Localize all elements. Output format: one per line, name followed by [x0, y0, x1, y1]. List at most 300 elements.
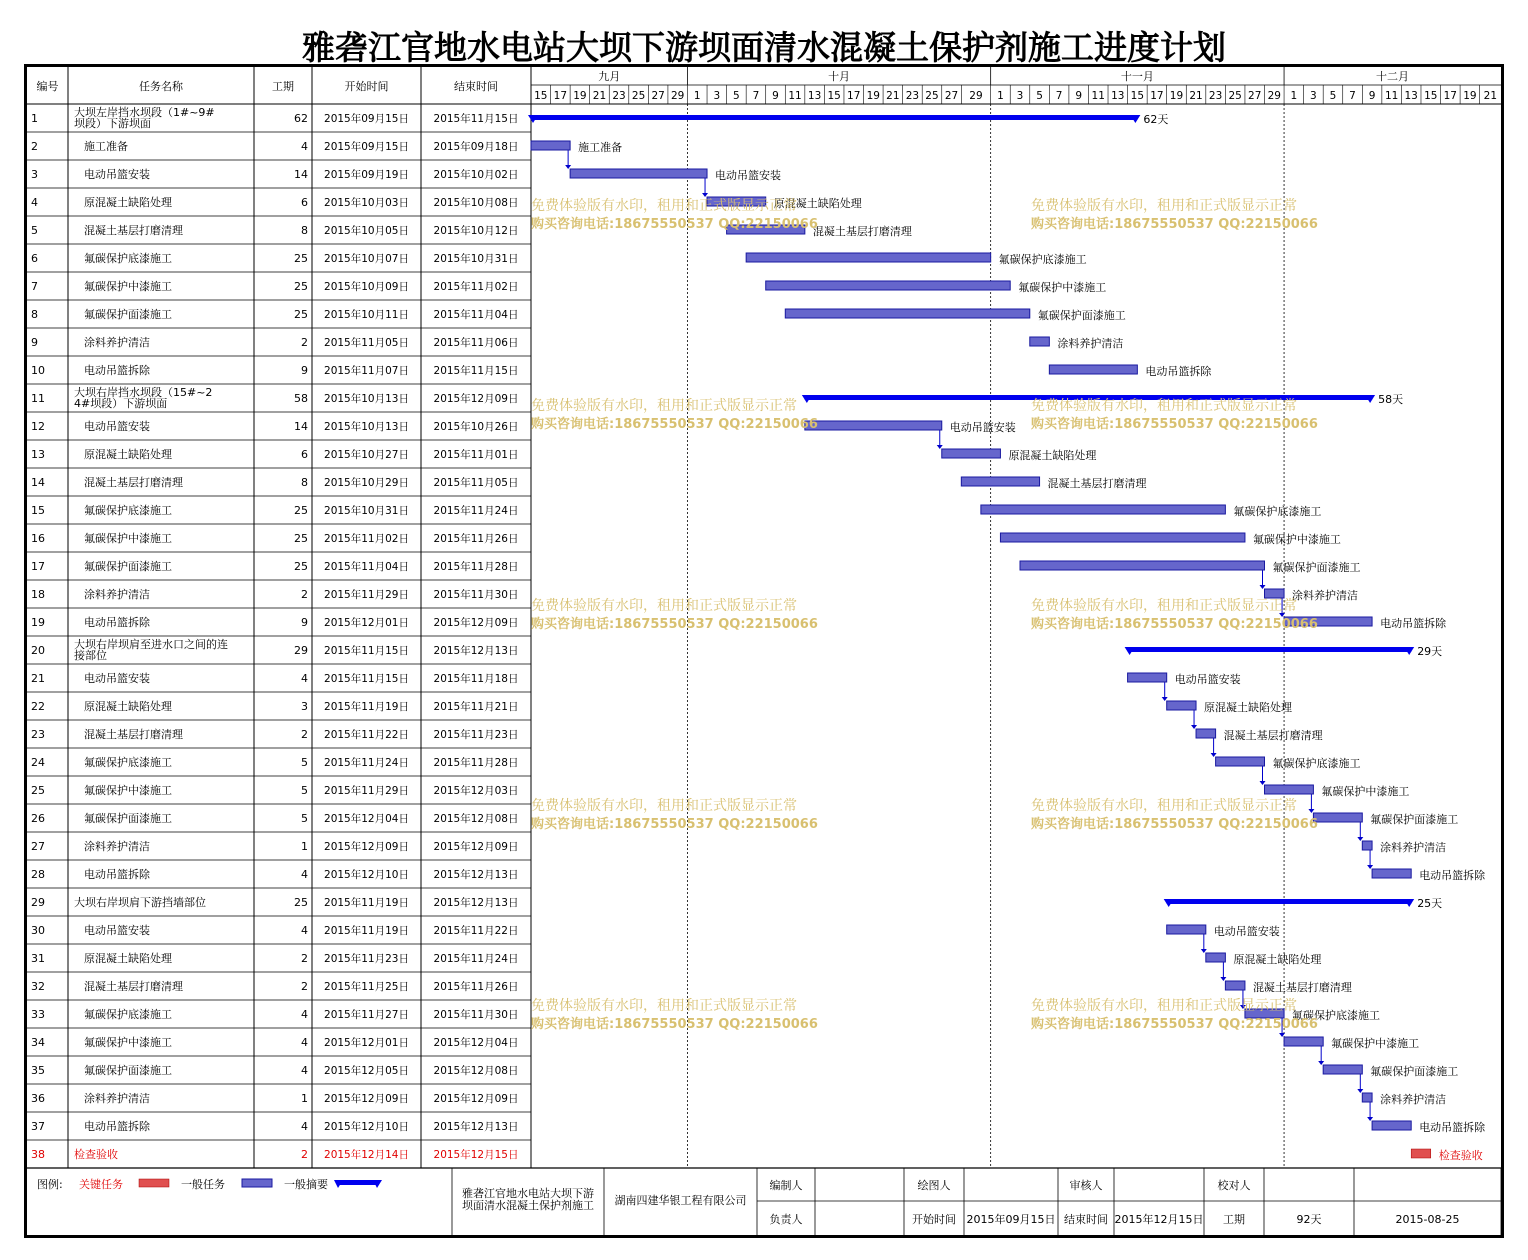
critical-bar: [1411, 1149, 1431, 1158]
legend-summary-swatch: [337, 1180, 379, 1185]
day-tick-label: 1: [1290, 90, 1298, 102]
row-no: 36: [31, 1092, 45, 1105]
row-end: 2015年11月30日: [433, 1009, 519, 1021]
row-name-cont: 4#坝段）下游坝面: [74, 397, 168, 410]
row-duration: 2: [301, 952, 308, 965]
watermark-line1: 免费体验版有水印，租用和正式版显示正常: [531, 398, 797, 414]
row-duration: 5: [301, 812, 308, 825]
task-bar: [961, 477, 1039, 486]
row-start: 2015年11月24日: [324, 757, 409, 769]
bar-label: 电动吊篮拆除: [1145, 365, 1212, 378]
day-tick-label: 19: [866, 90, 880, 102]
row-end: 2015年12月15日: [433, 1149, 519, 1161]
task-bar: [1362, 1093, 1372, 1102]
row-name: 氟碳保护面漆施工: [84, 1064, 172, 1077]
day-tick-label: 3: [1016, 90, 1024, 102]
bar-label: 混凝土基层打磨清理: [1223, 729, 1323, 742]
row-start: 2015年12月10日: [324, 869, 409, 881]
row-duration: 25: [294, 560, 308, 573]
row-no: 8: [31, 308, 38, 321]
bar-label: 25天: [1417, 897, 1443, 910]
row-name: 施工准备: [84, 140, 128, 153]
dependency-arrow: [1260, 781, 1266, 785]
day-tick-label: 11: [788, 90, 802, 102]
row-no: 22: [31, 700, 45, 713]
table-row: [31, 979, 518, 993]
day-tick-label: 1: [693, 90, 701, 102]
row-end: 2015年11月23日: [433, 729, 519, 741]
bar-label: 涂料养护清洁: [1380, 1093, 1447, 1106]
day-tick-label: 21: [1189, 90, 1203, 102]
dependency-arrow: [1191, 725, 1197, 729]
bar-label: 原混凝土缺陷处理: [773, 197, 862, 210]
dependency-arrow: [1162, 697, 1168, 701]
watermark-line1: 免费体验版有水印，租用和正式版显示正常: [531, 598, 797, 614]
task-bar: [805, 421, 942, 430]
row-start: 2015年10月09日: [324, 281, 409, 293]
watermark-line1: 免费体验版有水印，租用和正式版显示正常: [531, 798, 797, 814]
row-name: 氟碳保护中漆施工: [84, 532, 172, 545]
watermark-line2: 购买咨询电话:18675550537 QQ:22150066: [531, 817, 818, 832]
row-start: 2015年11月29日: [324, 785, 409, 797]
bar-label: 58天: [1378, 393, 1404, 406]
task-bar: [766, 281, 1011, 290]
row-no: 16: [31, 532, 45, 545]
row-start: 2015年10月29日: [324, 477, 409, 489]
watermark-line1: 免费体验版有水印，租用和正式版显示正常: [1031, 398, 1297, 414]
table-row: [31, 1147, 518, 1161]
row-no: 4: [31, 196, 38, 209]
row-start: 2015年10月05日: [324, 225, 409, 237]
row-no: 27: [31, 840, 45, 853]
row-no: 1: [31, 112, 38, 125]
row-start: 2015年11月19日: [324, 897, 409, 909]
table-row: [31, 105, 518, 130]
row-duration: 25: [294, 280, 308, 293]
row-end: 2015年10月08日: [433, 197, 519, 209]
day-tick-label: 13: [1404, 90, 1418, 102]
footer-duration-label: 工期: [1223, 1213, 1245, 1226]
table-row: [31, 195, 518, 209]
bar-label: 电动吊篮安装: [1213, 925, 1280, 938]
day-tick-label: 17: [847, 90, 861, 102]
row-end: 2015年12月03日: [433, 785, 519, 797]
row-name-cont: 坝段）下游坝面: [74, 117, 151, 130]
day-tick-label: 25: [1228, 90, 1242, 102]
row-no: 13: [31, 448, 45, 461]
page-title: 雅砻江官地水电站大坝下游坝面清水混凝土保护剂施工进度计划: [302, 28, 1226, 67]
row-no: 17: [31, 560, 45, 573]
day-tick-label: 19: [1463, 90, 1477, 102]
row-name: 氟碳保护面漆施工: [84, 560, 172, 573]
row-end: 2015年12月09日: [433, 617, 519, 629]
day-tick-label: 21: [886, 90, 900, 102]
day-tick-label: 23: [1208, 90, 1223, 102]
row-end: 2015年12月08日: [433, 813, 519, 825]
row-duration: 5: [301, 756, 308, 769]
row-no: 20: [31, 644, 45, 657]
task-bar: [570, 169, 707, 178]
month-label: 十月: [828, 70, 851, 83]
row-no: 14: [31, 476, 45, 489]
row-end: 2015年12月09日: [433, 393, 519, 405]
bar-label: 电动吊篮拆除: [1419, 869, 1486, 882]
table-row: [31, 363, 518, 377]
row-duration: 5: [301, 784, 308, 797]
bar-label: 氟碳保护中漆施工: [1252, 533, 1341, 546]
row-start: 2015年11月19日: [324, 925, 409, 937]
row-end: 2015年12月04日: [433, 1037, 519, 1049]
row-end: 2015年11月06日: [433, 337, 519, 349]
row-duration: 25: [294, 532, 308, 545]
row-start: 2015年12月05日: [324, 1065, 409, 1077]
row-start: 2015年10月13日: [324, 393, 409, 405]
watermark-line2: 购买咨询电话:18675550537 QQ:22150066: [531, 217, 818, 232]
gantt-frame: [24, 64, 1504, 1238]
row-duration: 1: [301, 840, 308, 853]
day-tick-label: 15: [1130, 90, 1145, 102]
task-bar: [1049, 365, 1137, 374]
task-bar: [785, 309, 1030, 318]
day-tick-label: 5: [1036, 90, 1043, 102]
bar-label: 氟碳保护底漆施工: [1292, 1009, 1381, 1022]
row-duration: 3: [301, 700, 308, 713]
table-row: [31, 447, 518, 461]
summary-bar: [1128, 647, 1412, 652]
table-row: [31, 895, 518, 909]
row-end: 2015年11月02日: [433, 281, 519, 293]
watermark-line2: 购买咨询电话:18675550537 QQ:22150066: [1031, 817, 1318, 832]
day-tick-label: 3: [1310, 90, 1317, 102]
row-duration: 4: [301, 672, 308, 685]
footer-end-label: 结束时间: [1064, 1213, 1108, 1226]
row-no: 19: [31, 616, 45, 629]
day-tick-label: 29: [671, 90, 685, 102]
dependency-arrow: [702, 193, 708, 197]
row-duration: 4: [301, 1036, 308, 1049]
dependency-arrow: [1260, 585, 1266, 589]
row-start: 2015年12月10日: [324, 1121, 409, 1133]
task-bar: [1323, 1065, 1362, 1074]
dependency-arrow: [937, 445, 943, 449]
footer-project-cont: 坝面清水混凝土保护剂施工: [462, 1199, 594, 1212]
footer-start-value: 2015年09月15日: [966, 1213, 1056, 1226]
footer-start-label: 开始时间: [912, 1213, 956, 1226]
month-label: 十二月: [1376, 70, 1410, 83]
task-bar: [1372, 1121, 1411, 1130]
bar-label: 电动吊篮安装: [715, 169, 782, 182]
row-duration: 14: [294, 168, 308, 181]
row-duration: 25: [294, 308, 308, 321]
task-bar: [981, 505, 1226, 514]
table-row: [31, 699, 518, 713]
row-end: 2015年11月30日: [433, 589, 519, 601]
table-row: [31, 1119, 518, 1133]
header-start: 开始时间: [344, 80, 389, 93]
row-duration: 25: [294, 896, 308, 909]
bar-label: 电动吊篮拆除: [1380, 617, 1447, 630]
row-name: 氟碳保护中漆施工: [84, 280, 172, 293]
row-duration: 2: [301, 728, 308, 741]
row-duration: 25: [294, 252, 308, 265]
row-duration: 4: [301, 868, 308, 881]
header-duration: 工期: [272, 80, 294, 93]
row-end: 2015年11月26日: [433, 981, 519, 993]
row-name: 电动吊篮拆除: [84, 616, 150, 629]
row-no: 34: [31, 1036, 45, 1049]
day-tick-label: 27: [651, 90, 665, 102]
table-row: [31, 139, 518, 153]
row-no: 11: [31, 392, 45, 405]
row-end: 2015年11月18日: [433, 673, 519, 685]
row-duration: 2: [301, 336, 308, 349]
table-row: [31, 335, 518, 349]
row-start: 2015年10月07日: [324, 253, 409, 265]
row-duration: 62: [294, 112, 308, 125]
task-bar: [746, 253, 991, 262]
day-tick-label: 7: [752, 90, 760, 102]
day-tick-label: 11: [1091, 90, 1105, 102]
summary-bar: [531, 115, 1137, 120]
row-start: 2015年11月19日: [324, 701, 409, 713]
table-row: [31, 755, 518, 769]
legend-normal-swatch: [242, 1179, 272, 1187]
row-name: 氟碳保护中漆施工: [84, 1036, 172, 1049]
watermark-line2: 购买咨询电话:18675550537 QQ:22150066: [1031, 417, 1318, 432]
row-no: 2: [31, 140, 38, 153]
watermark-line1: 免费体验版有水印，租用和正式版显示正常: [1031, 598, 1297, 614]
summary-bar: [1167, 899, 1412, 904]
legend-summary-label: 一般摘要: [284, 1178, 328, 1191]
row-end: 2015年12月13日: [433, 1121, 519, 1133]
row-no: 21: [31, 672, 45, 685]
row-duration: 4: [301, 1064, 308, 1077]
row-no: 35: [31, 1064, 45, 1077]
bar-label: 涂料养护清洁: [1057, 337, 1124, 350]
table-row: [31, 559, 518, 573]
dependency-arrow: [1308, 809, 1314, 813]
row-name: 氟碳保护底漆施工: [84, 252, 172, 265]
day-tick-label: 25: [925, 90, 939, 102]
row-name: 电动吊篮安装: [84, 420, 150, 433]
row-no: 31: [31, 952, 45, 965]
table-row: [31, 385, 518, 410]
table-row: [31, 1035, 518, 1049]
row-name: 检查验收: [74, 1148, 118, 1161]
table-row: [31, 783, 518, 797]
row-end: 2015年12月09日: [433, 841, 519, 853]
row-name: 电动吊篮安装: [84, 672, 150, 685]
row-end: 2015年10月12日: [433, 225, 519, 237]
row-start: 2015年11月05日: [324, 337, 409, 349]
row-duration: 4: [301, 1120, 308, 1133]
row-end: 2015年11月22日: [433, 925, 519, 937]
table-row: [31, 1007, 518, 1021]
watermark-line1: 免费体验版有水印，租用和正式版显示正常: [1031, 198, 1297, 214]
bar-label: 氟碳保护面漆施工: [1370, 1065, 1459, 1078]
row-start: 2015年12月14日: [324, 1149, 409, 1161]
day-tick-label: 19: [573, 90, 587, 102]
row-duration: 2: [301, 1148, 308, 1161]
row-end: 2015年11月28日: [433, 561, 519, 573]
legend-critical-swatch: [139, 1179, 169, 1187]
row-start: 2015年09月15日: [324, 141, 409, 153]
dependency-arrow: [1367, 1117, 1373, 1121]
row-name: 氟碳保护面漆施工: [84, 308, 172, 321]
table-row: [31, 223, 518, 237]
row-start: 2015年11月02日: [324, 533, 409, 545]
table-row: [31, 727, 518, 741]
day-tick-label: 13: [1111, 90, 1125, 102]
row-end: 2015年11月21日: [433, 701, 519, 713]
bar-label: 电动吊篮安装: [1174, 673, 1241, 686]
row-end: 2015年11月01日: [433, 449, 519, 461]
row-start: 2015年11月15日: [324, 645, 409, 657]
table-row: [31, 951, 518, 965]
day-tick-label: 5: [1329, 90, 1337, 102]
footer-project: 雅砻江官地水电站大坝下游: [462, 1187, 594, 1200]
footer-label: 审核人: [1069, 1179, 1103, 1192]
row-start: 2015年10月11日: [324, 309, 409, 321]
row-name: 电动吊篮拆除: [84, 1120, 150, 1133]
task-bar: [1020, 561, 1265, 570]
day-tick-label: 23: [905, 90, 920, 102]
watermark-line2: 购买咨询电话:18675550537 QQ:22150066: [1031, 217, 1318, 232]
dependency-arrow: [1357, 1089, 1363, 1093]
bar-label: 氟碳保护面漆施工: [1037, 309, 1126, 322]
row-duration: 8: [301, 476, 308, 489]
watermark-line1: 免费体验版有水印，租用和正式版显示正常: [1031, 998, 1297, 1014]
task-bar: [1196, 729, 1216, 738]
row-no: 12: [31, 420, 45, 433]
bar-label: 氟碳保护底漆施工: [1233, 505, 1322, 518]
row-duration: 29: [294, 644, 308, 657]
footer-duration-value: 92天: [1296, 1213, 1322, 1226]
row-start: 2015年12月09日: [324, 841, 409, 853]
day-tick-label: 5: [733, 90, 740, 102]
task-bar: [1030, 337, 1050, 346]
day-tick-label: 1: [997, 90, 1004, 102]
bar-label: 涂料养护清洁: [1292, 589, 1359, 602]
row-no: 18: [31, 588, 45, 601]
bar-label: 氟碳保护中漆施工: [1321, 785, 1410, 798]
row-end: 2015年10月02日: [433, 169, 519, 181]
row-end: 2015年10月26日: [433, 421, 519, 433]
row-end: 2015年12月13日: [433, 869, 519, 881]
table-row: [31, 637, 518, 662]
task-bar: [1206, 953, 1226, 962]
footer-label: 绘图人: [917, 1179, 951, 1192]
dependency-arrow: [1367, 865, 1373, 869]
row-start: 2015年11月27日: [324, 1009, 409, 1021]
row-name: 原混凝土缺陷处理: [84, 700, 172, 713]
row-name: 涂料养护清洁: [84, 1092, 150, 1105]
row-name: 大坝右岸挡水坝段（15#~2: [74, 386, 213, 399]
row-start: 2015年11月29日: [324, 589, 409, 601]
row-start: 2015年12月01日: [324, 617, 409, 629]
row-start: 2015年12月09日: [324, 1093, 409, 1105]
table-row: [31, 531, 518, 545]
task-bar: [1265, 785, 1314, 794]
row-start: 2015年10月31日: [324, 505, 409, 517]
row-start: 2015年12月04日: [324, 813, 409, 825]
row-start: 2015年11月15日: [324, 673, 409, 685]
day-tick-label: 13: [807, 90, 822, 102]
task-bar: [1372, 869, 1411, 878]
row-end: 2015年11月24日: [433, 505, 519, 517]
row-start: 2015年10月03日: [324, 197, 409, 209]
gantt-chart: [27, 67, 1501, 1235]
table-row: [31, 671, 518, 685]
row-duration: 25: [294, 504, 308, 517]
watermark-line1: 免费体验版有水印，租用和正式版显示正常: [1031, 798, 1297, 814]
month-label: 十一月: [1120, 70, 1154, 83]
task-bar: [1167, 925, 1206, 934]
bar-label: 施工准备: [578, 141, 623, 154]
task-bar: [1225, 981, 1245, 990]
day-tick-label: 11: [1384, 90, 1399, 102]
row-name: 大坝右岸坝肩下游挡墙部位: [74, 896, 206, 909]
dependency-arrow: [1220, 977, 1226, 981]
row-end: 2015年12月09日: [433, 1093, 519, 1105]
row-end: 2015年12月13日: [433, 897, 519, 909]
row-name: 氟碳保护底漆施工: [84, 1008, 172, 1021]
row-name: 涂料养护清洁: [84, 336, 150, 349]
legend-normal-label: 一般任务: [181, 1178, 225, 1191]
footer-company: 湖南四建华银工程有限公司: [614, 1194, 747, 1207]
day-tick-label: 15: [1424, 90, 1438, 102]
day-tick-label: 17: [1443, 90, 1458, 102]
row-no: 7: [31, 280, 38, 293]
row-no: 23: [31, 728, 45, 741]
row-name: 涂料养护清洁: [84, 840, 150, 853]
row-name: 混凝土基层打磨清理: [84, 980, 183, 993]
watermark-line2: 购买咨询电话:18675550537 QQ:22150066: [531, 617, 818, 632]
day-tick-label: 27: [944, 90, 959, 102]
day-tick-label: 3: [713, 90, 721, 102]
table-row: [31, 839, 518, 853]
row-name: 大坝左岸挡水坝段（1#~9#: [74, 106, 215, 119]
task-bar: [531, 141, 570, 150]
row-no: 6: [31, 252, 38, 265]
header-name: 任务名称: [139, 80, 183, 93]
dependency-arrow: [1211, 753, 1217, 757]
bar-label: 混凝土基层打磨清理: [1047, 477, 1147, 490]
day-tick-label: 21: [592, 90, 607, 102]
row-name: 混凝土基层打磨清理: [84, 476, 183, 489]
legend-label: 图例:: [37, 1178, 63, 1191]
row-name: 电动吊篮安装: [84, 168, 150, 181]
bar-label: 检查验收: [1438, 1149, 1483, 1162]
row-name: 氟碳保护底漆施工: [84, 504, 172, 517]
row-name: 电动吊篮拆除: [84, 868, 150, 881]
row-name: 氟碳保护面漆施工: [84, 812, 172, 825]
row-duration: 2: [301, 980, 308, 993]
row-start: 2015年10月27日: [324, 449, 409, 461]
day-tick-label: 27: [1248, 90, 1262, 102]
row-duration: 58: [294, 392, 308, 405]
table-row: [31, 279, 518, 293]
row-duration: 4: [301, 1008, 308, 1021]
day-tick-label: 17: [1150, 90, 1164, 102]
row-name: 电动吊篮拆除: [84, 364, 150, 377]
row-end: 2015年10月31日: [433, 253, 519, 265]
header-no: 编号: [36, 80, 59, 93]
task-bar: [1284, 1037, 1323, 1046]
row-end: 2015年11月28日: [433, 757, 519, 769]
task-bar: [1265, 589, 1285, 598]
month-label: 九月: [598, 70, 621, 83]
